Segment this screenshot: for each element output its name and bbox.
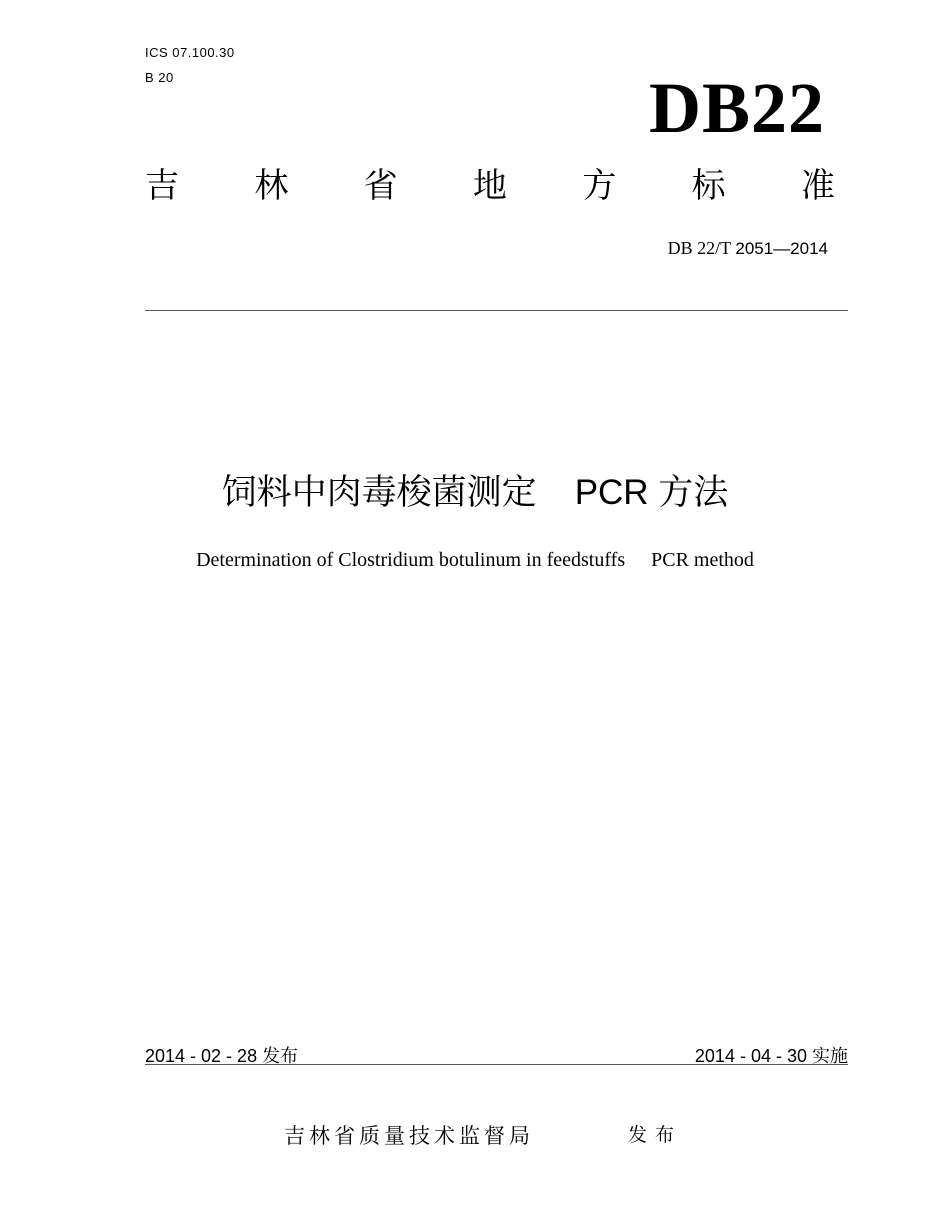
standard-type-char: 林 — [254, 166, 289, 206]
standard-type-char: 吉 — [145, 166, 179, 206]
standard-logo: DB22 — [648, 68, 825, 148]
issue-date: 2014 - 02 - 28 发布 — [145, 1046, 299, 1066]
title-english-main: Determination of Clostridium botulinum in feedstuffs — [196, 549, 626, 571]
ics-code: ICS 07.100.30 — [145, 45, 235, 60]
publisher-name: 吉林省质量技术监督局 — [284, 1124, 534, 1148]
standard-number-value: 2051—2014 — [735, 239, 828, 258]
header-divider — [145, 310, 848, 311]
title-chinese — [0, 472, 950, 514]
title-english — [0, 548, 950, 572]
footer-divider — [145, 1064, 848, 1065]
title-chinese-main: 饲料中肉毒梭菌测定 — [221, 473, 537, 513]
standard-number-prefix: DB 22/T — [667, 238, 731, 258]
title-chinese-method: PCR 方法 — [574, 473, 729, 512]
publish-label: 发布 — [628, 1124, 683, 1146]
standard-type-heading — [145, 168, 835, 205]
standard-number — [668, 238, 828, 259]
ccs-code: B 20 — [145, 70, 174, 85]
standard-type-char: 方 — [582, 166, 617, 206]
standard-type-char: 标 — [691, 166, 726, 206]
standard-type-char: 省 — [363, 166, 398, 206]
standard-type-char: 地 — [472, 166, 507, 206]
standard-type-char: 准 — [800, 166, 835, 206]
title-english-method: PCR method — [651, 549, 754, 571]
implementation-date: 2014 - 04 - 30 实施 — [694, 1046, 848, 1066]
